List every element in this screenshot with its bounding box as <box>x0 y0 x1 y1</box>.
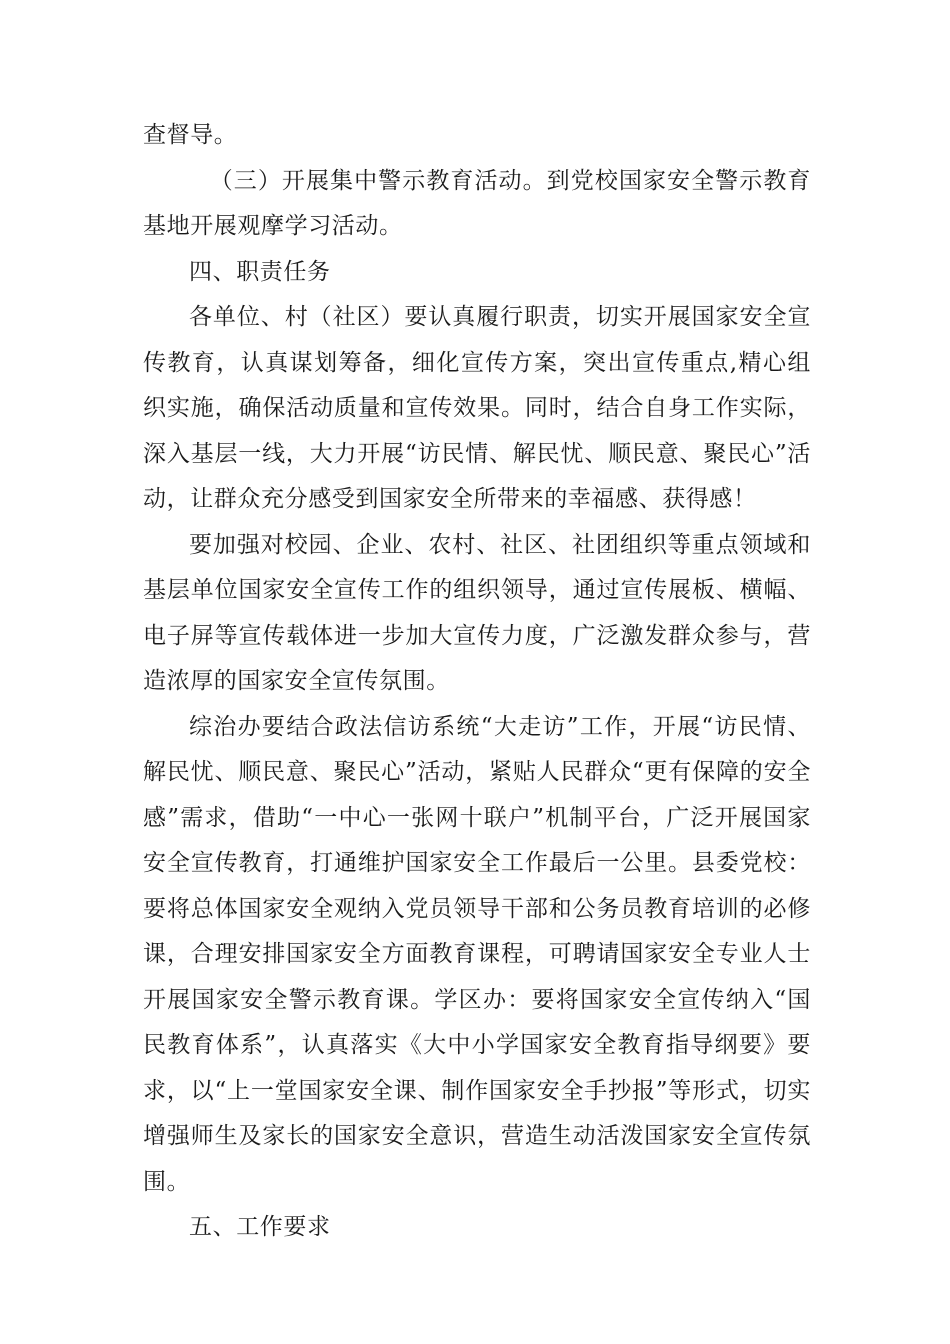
section-heading-duties: 四、职责任务 <box>189 258 331 285</box>
section-heading-requirements: 五、工作要求 <box>189 1214 331 1240</box>
paragraph-item-three: （三）开展集中警示教育活动。到党校国家安全警示教育基地开展观摩学习活动。 <box>143 167 811 239</box>
paragraph-duties: 各单位、村（社区）要认真履行职责，切实开展国家安全宣传教育，认真谋划筹备，细化宣传方案，突出宣传重点,精心组织实施，确保活动质量和宣传效果。同时，结合自身工作实际，深入基层一线，大力开展“访民情、解民忧、顺民意、聚民心”活动，让群众充分感受到国家安全所带来的幸福感、获得感！ <box>143 304 811 512</box>
paragraph-departments: 综治办要结合政法信访系统“大走访”工作，开展“访民情、解民忧、顺民意、聚民心”活动，紧贴人民群众“更有保障的安全感”需求，借助“一中心一张网十联户”机制平台，广泛开展国家安全宣传教育，打通维护国家安全工作最后一公里。县委党校：要将总体国家安全观纳入党员领导干部和公务员教育培训的必修课，合理安排国家安全方面教育课程，可聘请国家安全专业人士开展国家安全警示教育课。学区办：要将国家安全宣传纳入“国民教育体系”，认真落实《大中小学国家安全教育指导纲要》要求，以“上一堂国家安全课、制作国家安全手抄报”等形式，切实增强师生及家长的国家安全意识，营造生动活泼国家安全宣传氛围。 <box>143 713 811 1195</box>
document-body <box>143 113 811 1251</box>
paragraph-continuation: 查督导。 <box>143 122 238 148</box>
paragraph-key-areas: 要加强对校园、企业、农村、社区、社团组织等重点领域和基层单位国家安全宣传工作的组织领导，通过宣传展板、横幅、电子屏等宣传载体进一步加大宣传力度，广泛激发群众参与，营造浓厚的国家安全宣传氛围。 <box>143 531 811 694</box>
